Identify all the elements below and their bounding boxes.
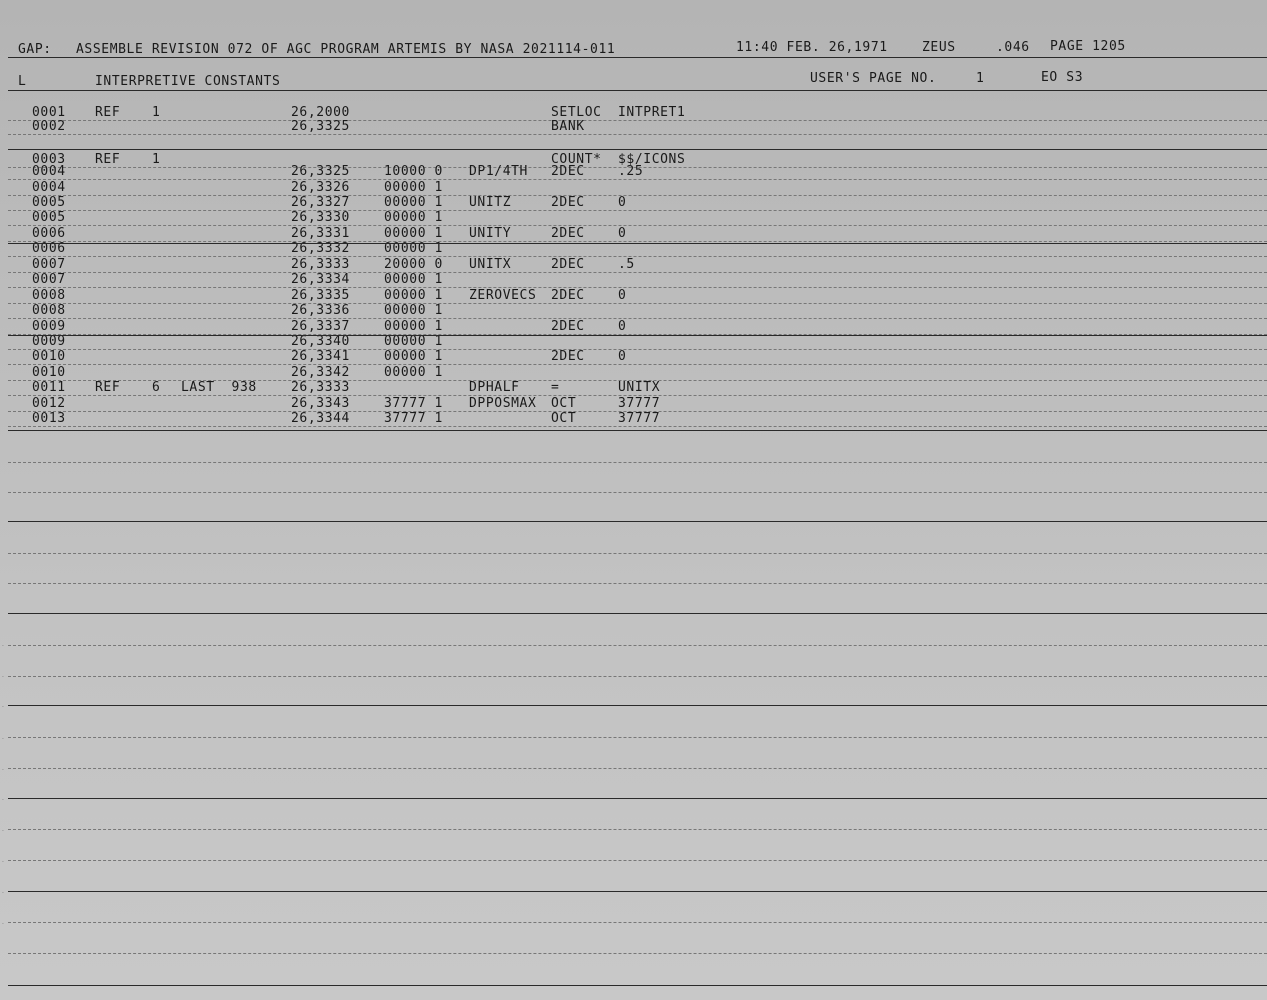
line-number: 0011 [32, 380, 66, 395]
opcode: = [551, 380, 560, 395]
row-separator [8, 364, 1267, 365]
row-separator [8, 195, 1267, 196]
line-number: 0008 [32, 288, 66, 303]
operand: .25 [618, 164, 644, 179]
opcode: 2DEC [551, 288, 585, 303]
line-number: 0006 [32, 226, 66, 241]
octal-data: 00000 1 [384, 319, 443, 334]
paper-rule [8, 829, 1267, 830]
row-separator [8, 241, 1267, 242]
address: 26,3340 [291, 334, 350, 349]
operand: $$/ICONS [618, 152, 686, 167]
row-separator [8, 120, 1267, 121]
opcode: COUNT* [551, 152, 602, 167]
octal-data: 37777 1 [384, 411, 443, 426]
paper-rule [8, 891, 1267, 892]
paper-rule [8, 985, 1267, 986]
operand: INTPRET1 [618, 105, 686, 120]
octal-data: 00000 1 [384, 349, 443, 364]
opcode: 2DEC [551, 164, 585, 179]
margin-tick: · [2, 767, 4, 774]
address: 26,3335 [291, 288, 350, 303]
opcode: 2DEC [551, 195, 585, 210]
ref-count: 6 [152, 380, 161, 395]
group-rule [8, 335, 1267, 336]
row-separator [8, 318, 1267, 319]
paper-rule [8, 953, 1267, 954]
row-separator [8, 134, 1267, 135]
margin-tick: · [2, 859, 4, 866]
line-number: 0012 [32, 396, 66, 411]
operand: 0 [618, 226, 627, 241]
row-separator [8, 272, 1267, 273]
octal-data: 00000 1 [384, 303, 443, 318]
address: 26,3325 [291, 119, 350, 134]
group-rule [8, 149, 1267, 150]
address: 26,3333 [291, 380, 350, 395]
eo-code: EO S3 [1041, 70, 1084, 85]
address: 26,3336 [291, 303, 350, 318]
users-page-label: USER'S PAGE NO. [810, 71, 937, 86]
octal-data: 00000 1 [384, 272, 443, 287]
ref-count: 1 [152, 105, 161, 120]
assembly-title: ASSEMBLE REVISION 072 OF AGC PROGRAM ARTEMIS BY NASA 2021114-011 [76, 42, 616, 57]
symbol-label: UNITY [469, 226, 512, 241]
octal-data: 20000 0 [384, 257, 443, 272]
column-l: L [18, 74, 27, 89]
symbol-label: UNITX [469, 257, 512, 272]
address: 26,3342 [291, 365, 350, 380]
symbol-label: UNITZ [469, 195, 512, 210]
line-number: 0006 [32, 241, 66, 256]
octal-data: 00000 1 [384, 210, 443, 225]
line-number: 0005 [32, 195, 66, 210]
opcode: 2DEC [551, 226, 585, 241]
line-number: 0003 [32, 152, 66, 167]
section-title: INTERPRETIVE CONSTANTS [95, 74, 281, 89]
line-number: 0004 [32, 180, 66, 195]
ref-keyword: REF [95, 152, 121, 167]
header-rule [8, 57, 1267, 58]
ref-count: 1 [152, 152, 161, 167]
line-number: 0005 [32, 210, 66, 225]
timestamp: 11:40 FEB. 26,1971 [736, 40, 888, 55]
row-separator [8, 303, 1267, 304]
octal-data: 00000 1 [384, 288, 443, 303]
address: 26,3333 [291, 257, 350, 272]
line-number: 0008 [32, 303, 66, 318]
address: 26,3325 [291, 164, 350, 179]
group-rule [8, 243, 1267, 244]
operand: 0 [618, 349, 627, 364]
octal-data: 00000 1 [384, 334, 443, 349]
line-number: 0010 [32, 349, 66, 364]
operand: 37777 [618, 411, 661, 426]
line-number: 0013 [32, 411, 66, 426]
opcode: SETLOC [551, 105, 602, 120]
subheader-rule [8, 90, 1267, 91]
operand: 0 [618, 288, 627, 303]
paper-rule [8, 676, 1267, 677]
address: 26,3337 [291, 319, 350, 334]
line-number: 0002 [32, 119, 66, 134]
octal-data: 00000 1 [384, 226, 443, 241]
paper-rule [8, 737, 1267, 738]
address: 26,3326 [291, 180, 350, 195]
address: 26,3331 [291, 226, 350, 241]
margin-tick: · [2, 828, 4, 835]
octal-data: 00000 1 [384, 180, 443, 195]
symbol-label: DPHALF [469, 380, 520, 395]
octal-data: 10000 0 [384, 164, 443, 179]
address: 26,3327 [291, 195, 350, 210]
paper-rule [8, 583, 1267, 584]
operand: .5 [618, 257, 635, 272]
ref-last: LAST 938 [181, 380, 257, 395]
address: 26,3334 [291, 272, 350, 287]
operator-name: ZEUS [922, 40, 956, 55]
opcode: 2DEC [551, 319, 585, 334]
opcode: OCT [551, 396, 577, 411]
paper-rule [8, 705, 1267, 706]
operand: 0 [618, 195, 627, 210]
opcode: BANK [551, 119, 585, 134]
line-number: 0007 [32, 257, 66, 272]
row-separator [8, 179, 1267, 180]
row-separator [8, 349, 1267, 350]
margin-tick: · [2, 921, 4, 928]
margin-tick: · [2, 674, 4, 681]
paper-rule [8, 553, 1267, 554]
address: 26,3341 [291, 349, 350, 364]
paper-rule [8, 645, 1267, 646]
operand: UNITX [618, 380, 661, 395]
margin-tick: · [2, 736, 4, 743]
paper-rule [8, 521, 1267, 522]
listing-end-rule [8, 430, 1267, 431]
ref-keyword: REF [95, 105, 121, 120]
paper-rule [8, 768, 1267, 769]
users-page-number: 1 [976, 71, 985, 86]
row-separator [8, 210, 1267, 211]
line-number: 0009 [32, 334, 66, 349]
address: 26,3343 [291, 396, 350, 411]
line-number: 0001 [32, 105, 66, 120]
row-separator [8, 256, 1267, 257]
operand: 37777 [618, 396, 661, 411]
octal-data: 37777 1 [384, 396, 443, 411]
address: 26,3332 [291, 241, 350, 256]
line-number: 0007 [32, 272, 66, 287]
paper-rule [8, 922, 1267, 923]
opcode: OCT [551, 411, 577, 426]
margin-tick: · [2, 797, 4, 804]
address: 26,3330 [291, 210, 350, 225]
line-number: 0010 [32, 365, 66, 380]
paper-rule [8, 492, 1267, 493]
octal-data: 00000 1 [384, 365, 443, 380]
opcode: 2DEC [551, 349, 585, 364]
symbol-label: ZEROVECS [469, 288, 537, 303]
operand: 0 [618, 319, 627, 334]
row-separator [8, 287, 1267, 288]
gap-label: GAP: [18, 42, 52, 57]
margin-tick: · [2, 704, 4, 711]
line-number: 0009 [32, 319, 66, 334]
octal-data: 00000 1 [384, 195, 443, 210]
paper-rule [8, 462, 1267, 463]
job-code: .046 [996, 40, 1030, 55]
opcode: 2DEC [551, 257, 585, 272]
ref-keyword: REF [95, 380, 121, 395]
margin-tick: · [2, 643, 4, 650]
symbol-label: DPPOSMAX [469, 396, 537, 411]
row-separator [8, 225, 1267, 226]
address: 26,3344 [291, 411, 350, 426]
margin-tick: · [2, 890, 4, 897]
paper-rule [8, 798, 1267, 799]
line-number: 0004 [32, 164, 66, 179]
paper-rule [8, 613, 1267, 614]
address: 26,2000 [291, 105, 350, 120]
octal-data: 00000 1 [384, 241, 443, 256]
paper-rule [8, 860, 1267, 861]
symbol-label: DP1/4TH [469, 164, 528, 179]
row-separator [8, 426, 1267, 427]
page-label: PAGE 1205 [1050, 39, 1126, 54]
